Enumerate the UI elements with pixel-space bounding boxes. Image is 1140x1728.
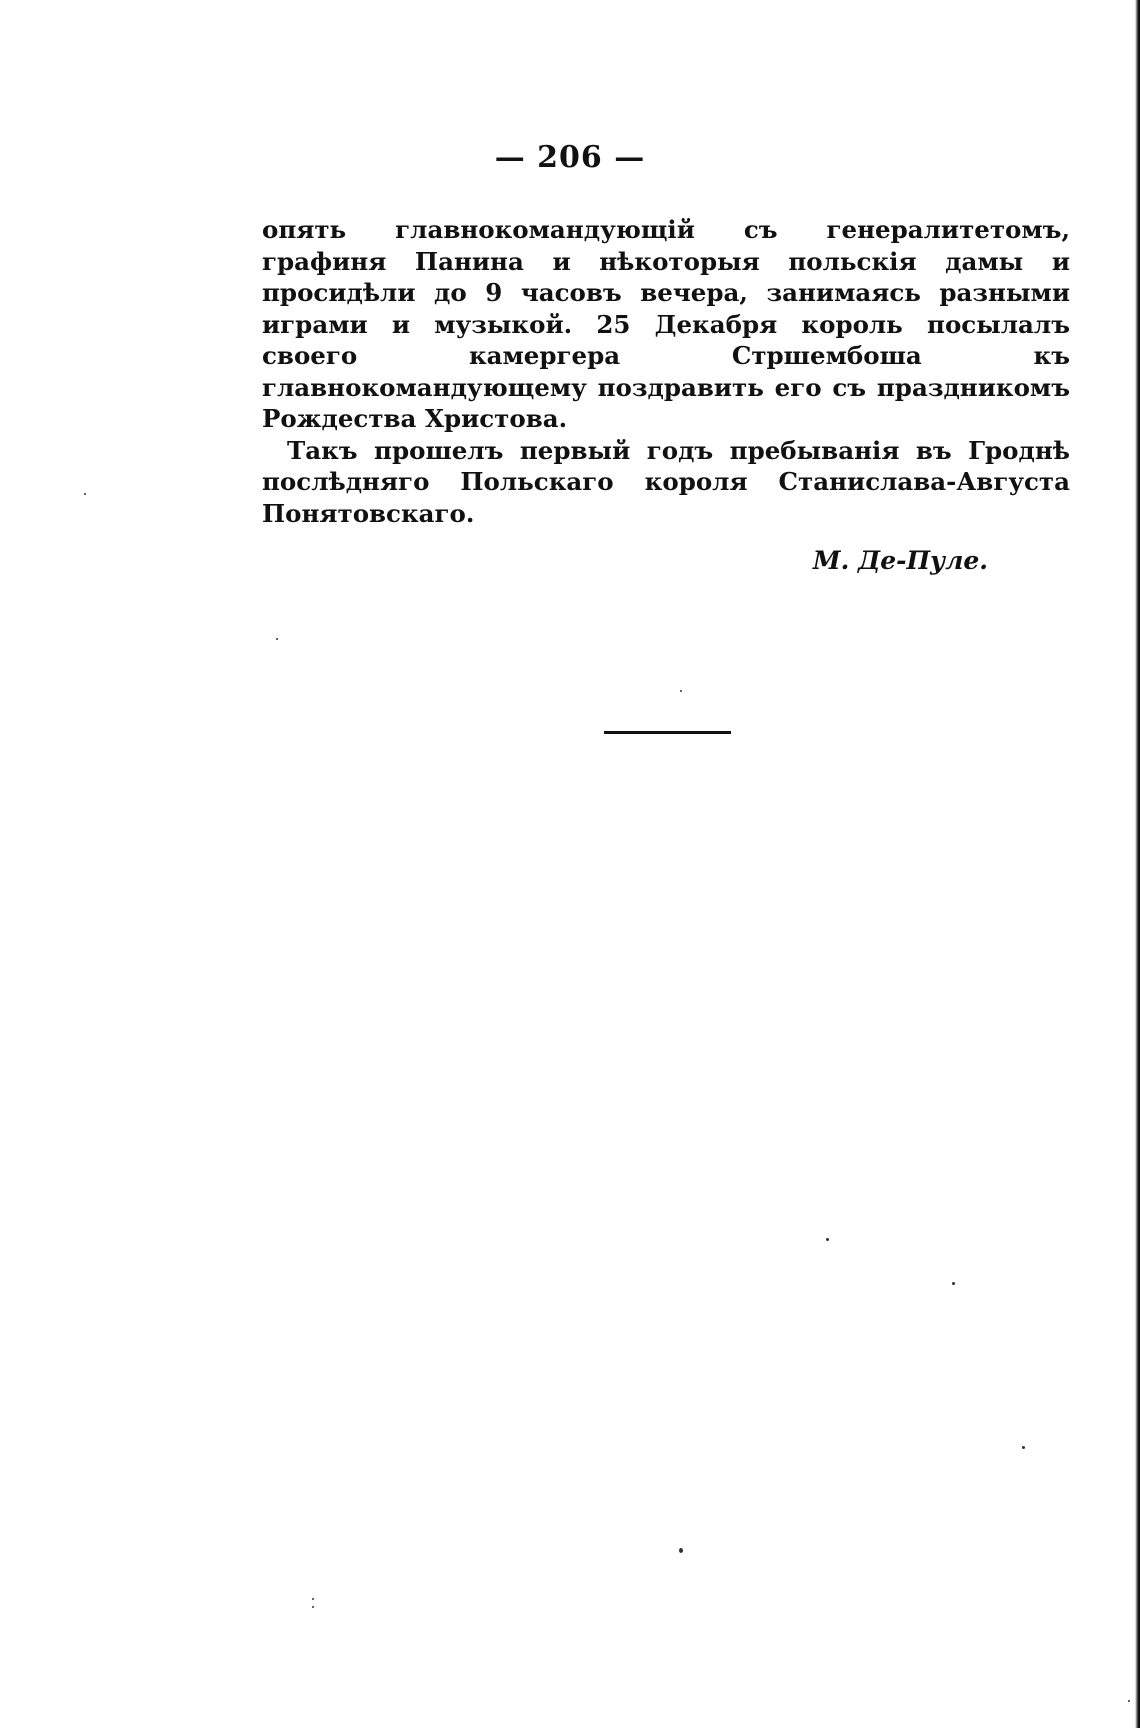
scan-speck — [1022, 1446, 1025, 1449]
scan-speck — [826, 1238, 829, 1241]
scan-speck — [84, 493, 86, 495]
scan-speck — [679, 1548, 683, 1553]
paragraph-1: опять главнокомандующій съ генералитетомъ, графиня Панина и нѣкоторыя польскія дамы и просидѣли до 9 часовъ вечера, занимаясь разными играми и музыкой. 25 Декабря король посылалъ своего камергера Стршембоша къ главнокомандующему поздравить его съ праздникомъ Рождества Христова. — [262, 215, 1070, 433]
paragraph-2: Такъ прошелъ первый годъ пребыванія въ Гроднѣ послѣдняго Польскаго короля Станислава-Августа Понятовскаго. — [262, 435, 1070, 528]
section-divider-rule — [604, 731, 731, 734]
scan-speck — [680, 690, 682, 692]
body-text — [262, 214, 1070, 529]
author-signature: М. Де-Пуле. — [812, 546, 988, 575]
scan-speck — [312, 1598, 314, 1600]
scan-speck — [276, 638, 278, 640]
page-edge-shadow — [1135, 0, 1140, 1728]
scan-speck — [312, 1606, 314, 1608]
scan-speck — [1128, 1700, 1130, 1702]
scan-speck — [952, 1282, 955, 1285]
page-number: — 206 — — [494, 140, 646, 175]
